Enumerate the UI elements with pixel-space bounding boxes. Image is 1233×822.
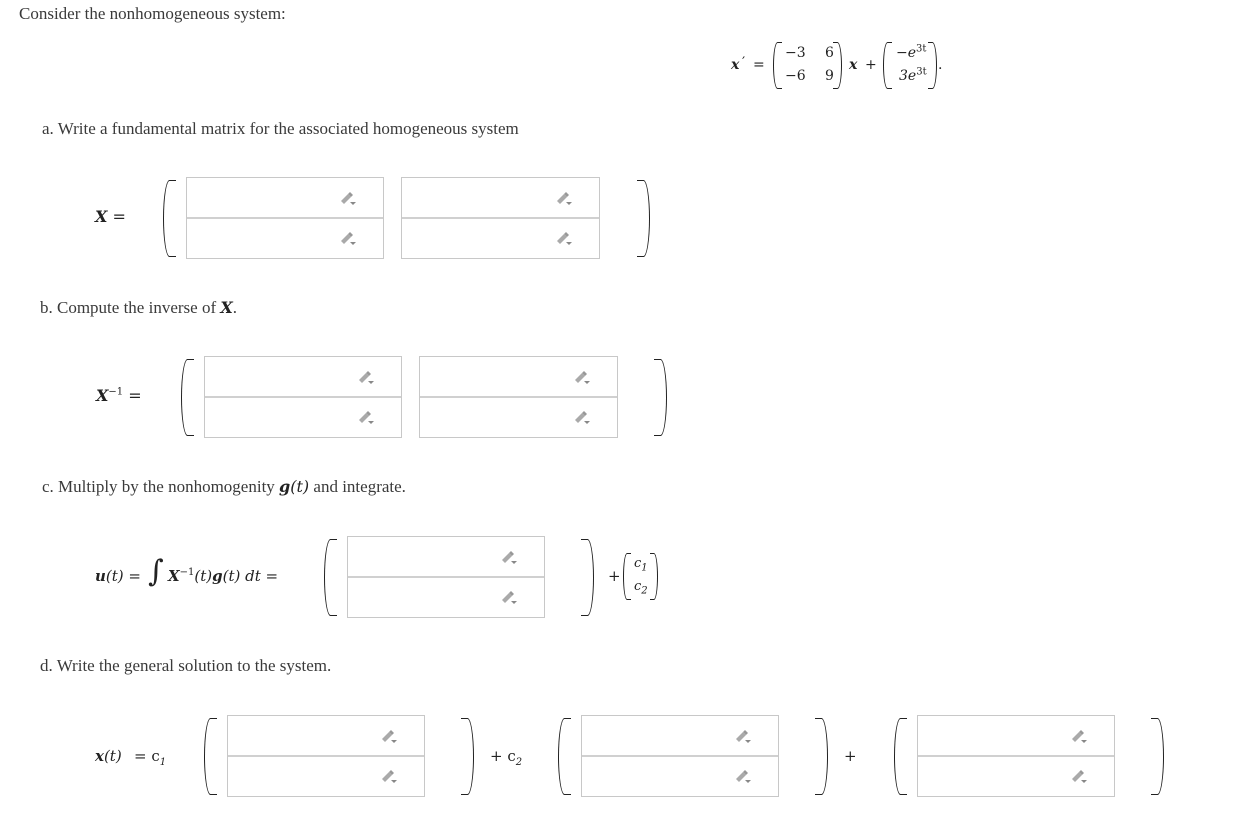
Xinv-entry-r2c1[interactable] [207, 400, 377, 436]
left-paren [204, 718, 217, 795]
X-entry-r2c1[interactable] [189, 221, 359, 257]
pencil-icon[interactable] [339, 190, 357, 204]
right-paren [637, 180, 650, 257]
integrand: $X^{-1}(t)g(t)$ dt = [168, 567, 279, 585]
pencil-icon[interactable] [357, 409, 375, 423]
forcing-bottom: $3e^{3t}$ [899, 66, 927, 84]
part-a-prompt: a. Write a fundamental matrix for the associated homogeneous system [42, 119, 519, 138]
matrix-cell: 6 [825, 45, 834, 61]
pencil-icon[interactable] [1070, 768, 1088, 782]
particular-vector [917, 715, 1115, 797]
cell-divider [402, 217, 599, 219]
vec2-entry-1[interactable] [584, 718, 754, 754]
x-lhs: x(t) [95, 747, 122, 765]
right-paren [654, 359, 667, 436]
x-vector: x [731, 57, 740, 73]
X-entry-r1c2[interactable] [404, 180, 575, 216]
const-left-paren [623, 553, 631, 600]
pencil-icon[interactable] [500, 549, 518, 563]
pencil-icon[interactable] [1070, 728, 1088, 742]
pencil-icon[interactable] [555, 230, 573, 244]
right-paren [815, 718, 828, 795]
cell-divider [187, 217, 383, 219]
X-column-2 [401, 177, 600, 259]
right-paren [1151, 718, 1164, 795]
period: . [938, 57, 943, 73]
cell-divider [918, 755, 1114, 757]
X-entry-r1c1[interactable] [189, 180, 359, 216]
right-paren [581, 539, 594, 616]
equals-sign: = [753, 57, 765, 73]
right-paren [461, 718, 474, 795]
forcing-top: $-e^{3t}$ [896, 43, 927, 61]
integral-sign: ∫ [148, 554, 164, 589]
vec1-entry-2[interactable] [230, 759, 400, 795]
pencil-icon[interactable] [380, 768, 398, 782]
forcing-right-paren [928, 42, 937, 89]
c2-coef: + $c_2$ [490, 747, 523, 768]
pencil-icon[interactable] [573, 369, 591, 383]
part-c-prompt: c. Multiply by the nonhomogenity g(t) and integrate. [42, 477, 406, 496]
vec1-entry-1[interactable] [230, 718, 400, 754]
cell-divider [348, 576, 544, 578]
vector-2 [581, 715, 779, 797]
pencil-icon[interactable] [734, 768, 752, 782]
u-entry-2[interactable] [350, 580, 520, 616]
u-column [347, 536, 545, 618]
vector-1 [227, 715, 425, 797]
left-paren [163, 180, 176, 257]
cell-divider [582, 755, 778, 757]
part-b-prompt: b. Compute the inverse of X. [40, 298, 238, 317]
part-entry-2[interactable] [920, 759, 1090, 795]
Xinv-entry-r2c2[interactable] [422, 400, 593, 436]
const-right-paren [650, 553, 658, 600]
pencil-icon[interactable] [734, 728, 752, 742]
inverse-label: $X^{-1}$ = [96, 386, 142, 405]
u-entry-1[interactable] [350, 539, 520, 575]
cell-divider [205, 396, 401, 398]
c1: $c_1$ [634, 556, 648, 574]
pencil-icon[interactable] [339, 230, 357, 244]
prime-symbol: ′ [742, 55, 746, 71]
Xinv-column-2 [419, 356, 618, 438]
particular-plus: + [844, 747, 857, 765]
matrix-cell: 9 [825, 68, 834, 84]
plus-sign: + [865, 57, 877, 73]
vec2-entry-2[interactable] [584, 759, 754, 795]
left-paren [324, 539, 337, 616]
pencil-icon[interactable] [500, 589, 518, 603]
pencil-icon[interactable] [573, 409, 591, 423]
X-column-1 [186, 177, 384, 259]
Xinv-entry-r1c2[interactable] [422, 359, 593, 395]
left-paren [894, 718, 907, 795]
Xinv-column-1 [204, 356, 402, 438]
const-plus: + [608, 567, 621, 585]
coef-matrix-left-paren [773, 42, 782, 89]
left-paren [558, 718, 571, 795]
matrix-X-label: X = [95, 207, 126, 226]
pencil-icon[interactable] [357, 369, 375, 383]
part-entry-1[interactable] [920, 718, 1090, 754]
forcing-left-paren [883, 42, 892, 89]
cell-divider [228, 755, 424, 757]
coef-matrix-right-paren [833, 42, 842, 89]
intro-text: Consider the nonhomogeneous system: [19, 4, 286, 23]
pencil-icon[interactable] [380, 728, 398, 742]
c1-coef: = $c_1$ [134, 747, 167, 768]
X-entry-r2c2[interactable] [404, 221, 575, 257]
matrix-cell: −6 [785, 68, 806, 84]
u-lhs: u(t) = [95, 567, 141, 585]
x-vector-rhs: x [849, 57, 858, 73]
cell-divider [420, 396, 617, 398]
Xinv-entry-r1c1[interactable] [207, 359, 377, 395]
matrix-cell: −3 [785, 45, 806, 61]
pencil-icon[interactable] [555, 190, 573, 204]
c2: $c_2$ [634, 579, 648, 597]
left-paren [181, 359, 194, 436]
part-d-prompt: d. Write the general solution to the system. [40, 656, 332, 675]
